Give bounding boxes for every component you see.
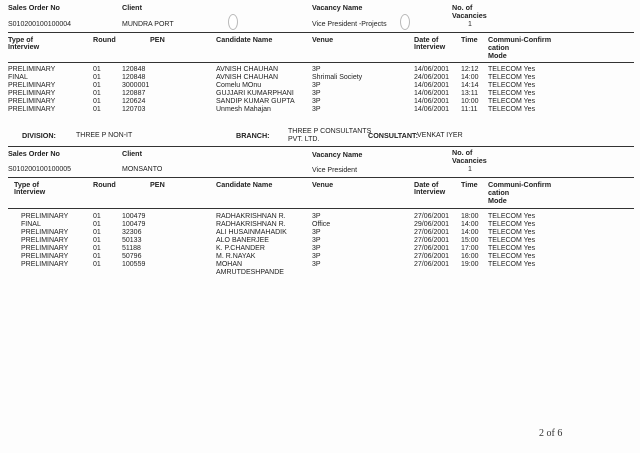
sales-order-header: Sales Order No — [8, 3, 60, 12]
pen-cell: 120848 — [122, 74, 146, 81]
candidate-cell: Comelu MOnu — [216, 82, 262, 89]
candidate-cell: RADHAKRISHNAN R. — [216, 221, 286, 228]
comm-header-2: cation — [488, 188, 510, 197]
type-header-2: Interview — [8, 42, 40, 51]
candidate-cell: ALO BANERJEE — [216, 237, 269, 244]
round-cell: 01 — [93, 213, 101, 220]
round-cell: 01 — [93, 82, 101, 89]
time-cell: 12:12 — [461, 66, 479, 73]
round-cell: 01 — [93, 245, 101, 252]
date-cell: 24/06/2001 — [414, 74, 450, 81]
client-value: MONSANTO — [122, 166, 163, 173]
venue-cell: 3P — [312, 261, 321, 268]
time-cell: 14:00 — [461, 74, 479, 81]
round-header: Round — [93, 180, 116, 189]
date-cell: 14/06/2001 — [414, 82, 450, 89]
sales-order-value: S010200100100005 — [8, 166, 72, 173]
venue-cell: 3P — [312, 245, 321, 252]
divider-line — [8, 62, 634, 63]
venue-header: Venue — [312, 35, 334, 44]
comm-header-3: Mode — [488, 196, 507, 205]
candidate-cell: Unmesh Mahajan — [216, 106, 271, 113]
candidate-cell: RADHAKRISHNAN R. — [216, 213, 286, 220]
venue-cell: 3P — [312, 106, 321, 113]
round-cell: 01 — [93, 90, 101, 97]
comm-header-2: cation — [488, 43, 510, 52]
type-cell: PRELIMINARY — [21, 261, 69, 268]
time-header: Time — [461, 180, 478, 189]
mode-cell: TELECOM Yes — [488, 98, 536, 105]
venue-cell: 3P — [312, 213, 321, 220]
time-cell: 13:11 — [461, 90, 478, 97]
candidate-header: Candidate Name — [216, 35, 273, 44]
mode-cell: TELECOM Yes — [488, 237, 536, 244]
date-cell: 27/06/2001 — [414, 245, 450, 252]
type-header-2: Interview — [14, 187, 46, 196]
type-cell: PRELIMINARY — [8, 98, 56, 105]
venue-cell: Office — [312, 221, 331, 228]
client-header: Client — [122, 3, 142, 12]
mode-cell: TELECOM Yes — [488, 229, 536, 236]
round-cell: 01 — [93, 229, 101, 236]
pen-header: PEN — [150, 35, 165, 44]
round-cell: 01 — [93, 74, 101, 81]
client-value: MUNDRA PORT — [122, 21, 174, 28]
pen-cell: 120887 — [122, 90, 146, 97]
time-cell: 18:00 — [461, 213, 479, 220]
pen-cell: 100559 — [122, 261, 146, 268]
mode-cell: TELECOM Yes — [488, 213, 536, 220]
venue-cell: Shrimali Society — [312, 74, 363, 81]
time-cell: 14:14 — [461, 82, 479, 89]
round-cell: 01 — [93, 106, 101, 113]
time-cell: 10:00 — [461, 98, 479, 105]
divider-line — [8, 32, 634, 33]
venue-cell: 3P — [312, 237, 321, 244]
consultant-label: CONSULTANT: — [368, 131, 419, 140]
mode-cell: TELECOM Yes — [488, 221, 536, 228]
time-cell: 14:00 — [461, 221, 479, 228]
divider-line — [8, 208, 634, 209]
punch-hole-left — [228, 14, 238, 30]
candidate-cell: GUJJARI KUMARPHANI — [216, 90, 294, 97]
comm-header: Communi-Confirm — [488, 180, 552, 189]
type-cell: FINAL — [8, 74, 28, 81]
branch-value: THREE P CONSULTANTS — [288, 128, 372, 135]
no-of-vacancies-header: No. of — [452, 148, 473, 157]
pen-cell: 50133 — [122, 237, 142, 244]
consultant-value: VENKAT IYER — [417, 132, 463, 139]
pen-cell: 100479 — [122, 221, 146, 228]
type-cell: PRELIMINARY — [21, 253, 69, 260]
pen-cell: 120624 — [122, 98, 146, 105]
sales-order-value: S010200100100004 — [8, 21, 72, 28]
type-cell: PRELIMINARY — [21, 237, 69, 244]
branch-value-2: PVT. LTD. — [288, 136, 320, 143]
no-of-vacancies-header: No. of — [452, 3, 473, 12]
time-cell: 16:00 — [461, 253, 479, 260]
vacancy-name-value: Vice President -Projects — [312, 21, 387, 28]
no-of-vacancies-header-2: Vacancies — [452, 11, 487, 20]
pen-cell: 120848 — [122, 66, 146, 73]
pen-header: PEN — [150, 180, 165, 189]
round-cell: 01 — [93, 66, 101, 73]
date-header: Date of — [414, 35, 439, 44]
date-cell: 14/06/2001 — [414, 66, 450, 73]
divider-line — [8, 177, 634, 178]
mode-cell: TELECOM Yes — [488, 90, 536, 97]
candidate-cell-line-2: AMRUTDESHPANDE — [216, 269, 284, 276]
candidate-cell: SANDIP KUMAR GUPTA — [216, 98, 295, 105]
time-header: Time — [461, 35, 478, 44]
type-header: Type of — [8, 35, 34, 44]
pen-cell: 120703 — [122, 106, 146, 113]
type-cell: PRELIMINARY — [21, 229, 69, 236]
candidate-cell: AVNISH CHAUHAN — [216, 66, 279, 73]
vacancy-name-header: Vacancy Name — [312, 150, 363, 159]
time-cell: 14:00 — [461, 229, 479, 236]
venue-cell: 3P — [312, 229, 321, 236]
time-cell: 11:11 — [461, 106, 478, 113]
pen-cell: 51188 — [122, 245, 141, 252]
date-header: Date of — [414, 180, 439, 189]
pen-cell: 32306 — [122, 229, 142, 236]
pen-cell: 3000001 — [122, 82, 150, 89]
round-cell: 01 — [93, 221, 101, 228]
type-cell: PRELIMINARY — [8, 90, 56, 97]
date-cell: 27/06/2001 — [414, 261, 450, 268]
division-label: DIVISION: — [22, 131, 56, 140]
punch-hole-right — [400, 14, 410, 30]
date-cell: 14/06/2001 — [414, 106, 450, 113]
candidate-cell: AVNISH CHAUHAN — [216, 74, 279, 81]
client-header: Client — [122, 149, 142, 158]
mode-cell: TELECOM Yes — [488, 82, 536, 89]
no-of-vacancies-header-2: Vacancies — [452, 156, 487, 165]
mode-cell: TELECOM Yes — [488, 261, 536, 268]
date-header-2: Interview — [414, 187, 446, 196]
candidate-cell: MOHAN — [216, 261, 243, 268]
time-cell: 15:00 — [461, 237, 479, 244]
type-header: Type of — [14, 180, 40, 189]
date-cell: 27/06/2001 — [414, 213, 450, 220]
vacancies-value: 1 — [468, 21, 472, 28]
type-cell: FINAL — [21, 221, 41, 228]
pen-cell: 50796 — [122, 253, 142, 260]
mode-cell: TELECOM Yes — [488, 74, 536, 81]
date-cell: 27/06/2001 — [414, 229, 450, 236]
vacancy-name-value: Vice President — [312, 167, 358, 174]
time-cell: 17:00 — [461, 245, 479, 252]
candidate-cell: M. R.NAYAK — [216, 253, 256, 260]
venue-cell: 3P — [312, 253, 321, 260]
division-value: THREE P NON-IT — [76, 132, 133, 139]
type-cell: PRELIMINARY — [21, 245, 69, 252]
comm-header-3: Mode — [488, 51, 507, 60]
round-cell: 01 — [93, 237, 101, 244]
vacancies-value: 1 — [468, 166, 472, 173]
pen-cell: 100479 — [122, 213, 146, 220]
mode-cell: TELECOM Yes — [488, 66, 536, 73]
mode-cell: TELECOM Yes — [488, 253, 536, 260]
mode-cell: TELECOM Yes — [488, 245, 536, 252]
date-cell: 14/06/2001 — [414, 98, 450, 105]
venue-cell: 3P — [312, 98, 321, 105]
date-cell: 29/06/2001 — [414, 221, 450, 228]
type-cell: PRELIMINARY — [8, 66, 56, 73]
venue-header: Venue — [312, 180, 334, 189]
sales-order-header: Sales Order No — [8, 149, 60, 158]
divider-line — [8, 146, 634, 147]
round-cell: 01 — [93, 253, 101, 260]
round-cell: 01 — [93, 261, 101, 268]
type-cell: PRELIMINARY — [8, 82, 56, 89]
venue-cell: 3P — [312, 66, 321, 73]
type-cell: PRELIMINARY — [21, 213, 69, 220]
branch-label: BRANCH: — [236, 131, 270, 140]
candidate-cell: ALI HUSAINMAHADIK — [216, 229, 287, 236]
mode-cell: TELECOM Yes — [488, 106, 536, 113]
venue-cell: 3P — [312, 82, 321, 89]
round-cell: 01 — [93, 98, 101, 105]
venue-cell: 3P — [312, 90, 321, 97]
candidate-header: Candidate Name — [216, 180, 273, 189]
comm-header: Communi-Confirm — [488, 35, 552, 44]
round-header: Round — [93, 35, 116, 44]
candidate-cell: K. P.CHANDER — [216, 245, 265, 252]
date-header-2: Interview — [414, 42, 446, 51]
page-number: 2 of 6 — [539, 428, 563, 439]
date-cell: 27/06/2001 — [414, 253, 450, 260]
vacancy-name-header: Vacancy Name — [312, 3, 363, 12]
type-cell: PRELIMINARY — [8, 106, 56, 113]
time-cell: 19:00 — [461, 261, 479, 268]
date-cell: 14/06/2001 — [414, 90, 450, 97]
date-cell: 27/06/2001 — [414, 237, 450, 244]
